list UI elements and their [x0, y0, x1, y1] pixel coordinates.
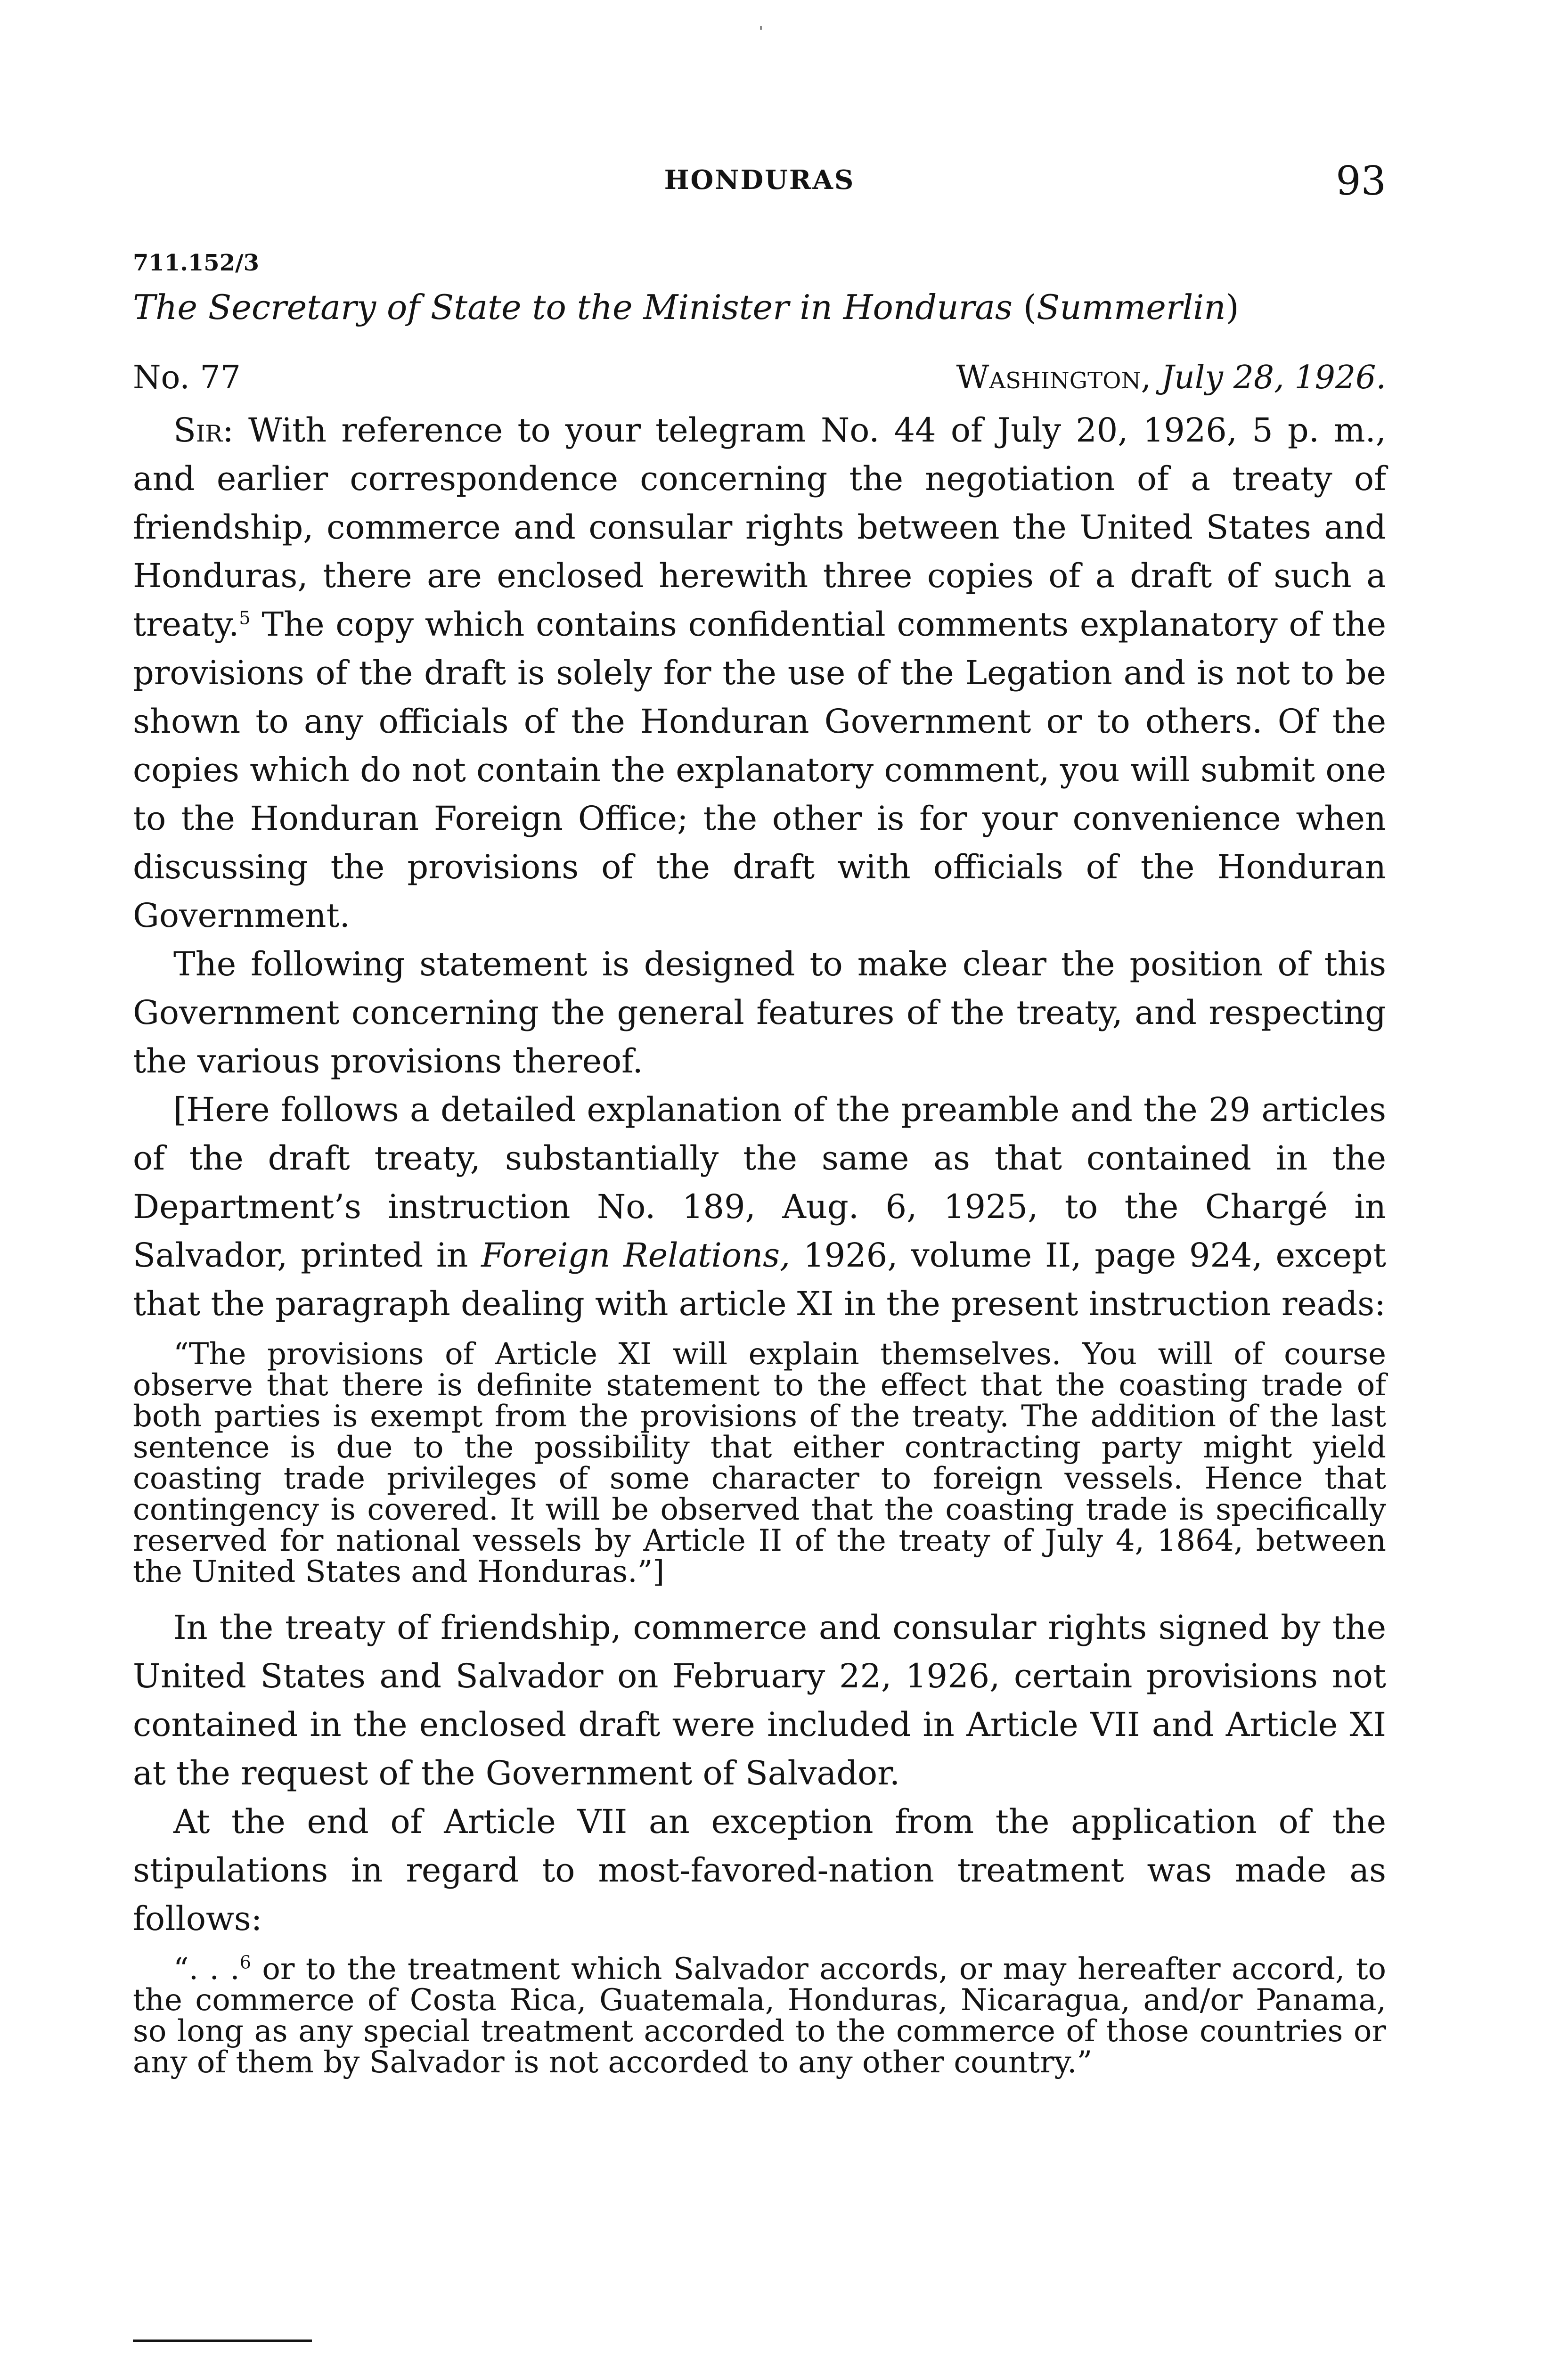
running-header [133, 158, 1386, 205]
paragraph-5: At the end of Article VII an exception from the application of the stipulations in regard to most-favored-nation treatment was made as follows: [133, 1802, 1386, 1938]
heading-recipient: Summerlin [1036, 287, 1226, 327]
paragraph-3 [133, 1086, 1386, 1328]
place-name: Washington, [956, 359, 1152, 396]
page-number: 93 [1336, 158, 1386, 204]
heading-recipient-open: ( [1023, 287, 1037, 327]
file-number: 711.152/3 [133, 250, 260, 276]
paragraph-3-text-b: 1926, volume II, page 924, except that the paragraph dealing with article XI in the present instruction reads: [133, 1236, 1386, 1323]
running-title: HONDURAS [664, 164, 855, 196]
block-quote-1 [133, 1339, 1386, 1587]
footnote-divider [133, 2340, 312, 2342]
paragraph-4: In the treaty of friendship, commerce and consular rights signed by the United States and Salvador on February 22, 1926, certain provisions not contained in the enclosed draft were included in Article VII and Article XI at the request of the Government of Salvador. [133, 1608, 1386, 1792]
footnote-ref-5: 5 [239, 607, 251, 629]
place-date [956, 359, 1386, 396]
paragraph-3-text-a: [Here follows a detailed explanation of the preamble and the 29 articles of the draft treaty, substantially the same as that contained in the Department’s instruction No. 189, Aug. 6, 1925, to the Chargé in Salvador, printed in [133, 1090, 1386, 1275]
block-quote-2-text-a: “. . . [173, 1952, 240, 1987]
paragraph-1 [133, 406, 1386, 940]
block-quote-2 [133, 1954, 1386, 2078]
block-quote-2-text-b: or to the treatment which Salvador accords, or may hereafter accord, to the commerce of Costa Rica, Guatemala, Honduras, Nicaragua, and/or Panama, so long as any special treatment accorded to the commerce of those countries or any of them by Salvador is not accorded to any other country.” [133, 1952, 1387, 2080]
paragraph-1-text-b: The copy which contains confidential comments explanatory of the provisions of the draft is solely for the use of the Legation and is not to be shown to any officials of the Honduran Government or to others. Of the copies which do not contain the explanatory comment, you will submit one to the Honduran Foreign Office; the other is for your convenience when discussing the provisions of the draft with officials of the Honduran Government. [133, 605, 1386, 935]
date: July 28, 1926. [1161, 359, 1386, 396]
instruction-number: No. 77 [133, 359, 241, 396]
block-quote-1-text: “The provisions of Article XI will explain themselves. You will of course observe that there is definite statement to the effect that the coasting trade of both parties is exempt from the provisions of the treaty. The addition of the last sentence is due to the possibility that either contracting party might yield coasting trade privileges of some character to foreign vessels. Hence that contingency is covered. It will be observed that the coasting trade is specifically reserved for national vessels by Article II of the treaty of July 4, 1864, between the United States and Honduras.”] [133, 1337, 1386, 1589]
paragraph-2: The following statement is designed to make clear the position of this Government concerning the general features of the treaty, and respecting the various provisions thereof. [133, 945, 1386, 1080]
letter-body [133, 406, 1386, 2094]
footnote-5 [141, 2354, 701, 2356]
paragraph-1-text-a: With reference to your telegram No. 44 of July 20, 1926, 5 p. m., and earlier correspondence concerning the negotiation of a treaty of friendship, commerce and consular rights between the United States and Honduras, there are enclosed herewith three copies of a draft of such a treaty. [133, 411, 1386, 644]
heading-title: The Secretary of State to the Minister in Honduras [133, 287, 1013, 327]
heading-recipient-close: ) [1225, 287, 1239, 327]
dateline [133, 359, 1386, 401]
paragraph-3-italic: Foreign Relations, [481, 1236, 791, 1275]
document-heading [133, 287, 1239, 327]
footnote-ref-6: 6 [239, 1952, 251, 1973]
block-quote-2-text [133, 1954, 1386, 2078]
scan-speck [760, 26, 762, 30]
salutation: Sir: [173, 411, 234, 450]
footnotes [141, 2354, 701, 2356]
